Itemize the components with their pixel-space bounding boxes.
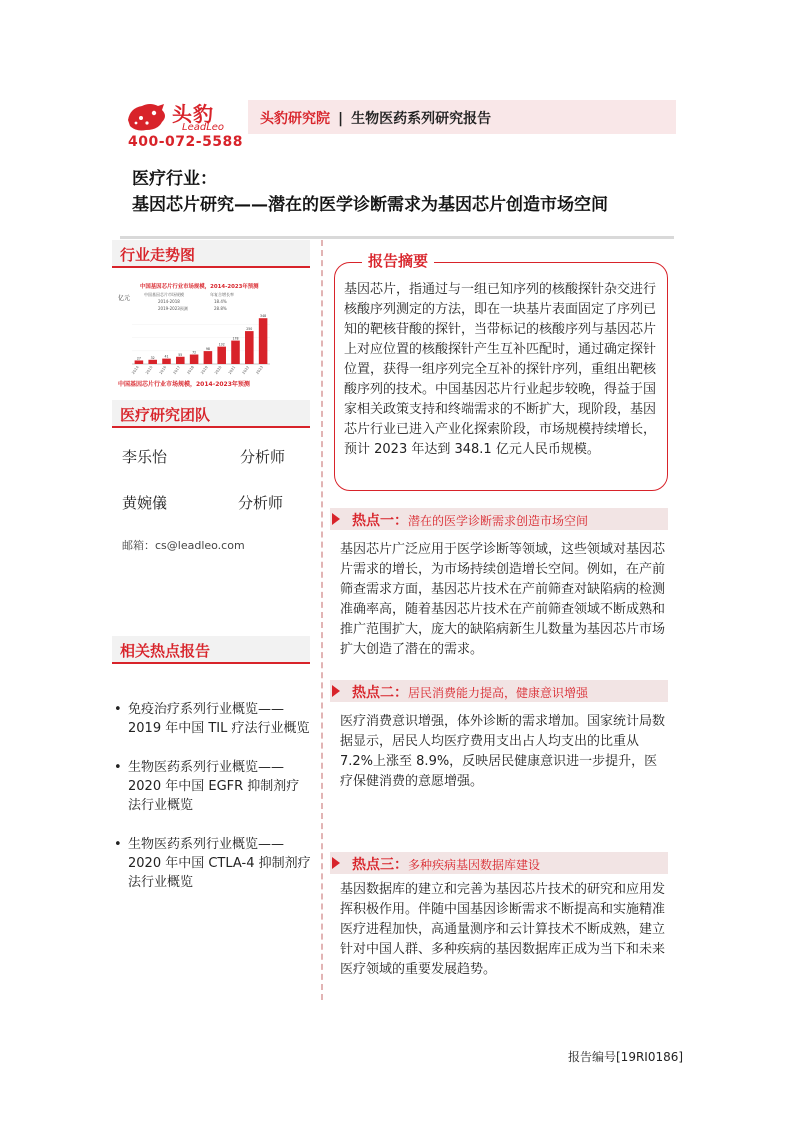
x-tick-label: 2023 <box>255 365 264 376</box>
related-report-title[interactable]: 生物医药系列行业概览——2020 年中国 EGFR 抑制剂疗法行业概览 <box>128 760 300 813</box>
related-report-item[interactable]: • 生物医药系列行业概览——2020 年中国 CTLA-4 抑制剂疗法行业概览 <box>114 837 311 890</box>
contact-email[interactable]: 邮箱：cs@leadleo.com <box>122 539 245 552</box>
legend-growth-label: 年复合增长率 <box>210 292 234 297</box>
chart-bar <box>231 341 240 364</box>
related-heading-label: 相关热点报告 <box>120 642 211 660</box>
bar-value-label: 132 <box>218 342 225 347</box>
x-tick-label: 2022 <box>241 365 251 376</box>
analyst-role: 分析师 <box>238 494 284 512</box>
brand-name-cn: 头豹 <box>172 102 214 126</box>
triangle-marker-icon <box>332 857 340 869</box>
bar-value-label: 72 <box>192 350 197 355</box>
institute-name: 头豹研究院 <box>260 111 330 127</box>
triangle-marker-icon <box>332 685 340 697</box>
legend-growth-1: 18.4% <box>214 299 227 304</box>
chart-bar <box>217 347 226 364</box>
chart-bar <box>176 357 185 364</box>
page-title-line2: 基因芯片研究——潜在的医学诊断需求为基因芯片创造市场空间 <box>132 195 608 215</box>
hotspot-label: 热点二： <box>352 685 408 701</box>
chart-caption: 中国基因芯片行业市场规模，2014-2023年预测 <box>118 381 250 388</box>
chart-bar <box>245 331 254 364</box>
bar-value-label: 32 <box>150 355 155 360</box>
bar-value-label: 41 <box>164 354 169 359</box>
chart-title: 中国基因芯片行业市场规模，2014-2023年预测 <box>140 284 259 290</box>
legend-main: 中国基因芯片市场规模 <box>144 292 184 297</box>
hotspot-label: 热点三： <box>352 857 408 873</box>
chart-bar <box>190 355 199 364</box>
x-tick-label: 2018 <box>186 365 195 376</box>
report-number: 报告编号[19RI0186] <box>568 1050 684 1064</box>
chart-bar <box>204 351 213 364</box>
trend-chart <box>114 280 274 388</box>
x-tick-label: 2015 <box>144 365 154 376</box>
related-report-list <box>112 700 312 912</box>
hotspot-1-heading <box>330 508 668 530</box>
x-tick-label: 2021 <box>227 365 237 376</box>
chart-bar <box>259 318 268 364</box>
bar-value-label: 250 <box>246 327 253 332</box>
related-heading <box>112 636 310 664</box>
hotspot-2-heading <box>330 680 668 702</box>
hotspot-1-text: 基因芯片广泛应用于医学诊断等领域，这些领域对基因芯片需求的增长，为市场持续创造增长空间。例如，在产前筛查需求方面，基因芯片技术在产前筛查对缺陷病的检测准确率高，随着基因芯片技术在产前筛查领域不断成熟和推广范围扩大，庞大的缺陷病新生儿数量为基因芯片市场扩大创造了潜在的需求。 <box>340 542 666 657</box>
x-tick-label: 2019 <box>200 365 209 376</box>
x-tick-label: 2017 <box>172 365 182 376</box>
title-divider <box>120 236 674 239</box>
brand-name-en: LeadLeo <box>182 122 225 133</box>
chart-bar <box>148 360 157 364</box>
triangle-marker-icon <box>332 513 340 525</box>
brand-phone: 400-072-5588 <box>128 134 244 150</box>
hotspot-subtitle: 居民消费能力提高，健康意识增强 <box>408 686 589 700</box>
trend-heading <box>112 240 310 268</box>
hotspot-label: 热点一： <box>352 513 408 529</box>
bar-value-label: 178 <box>232 336 239 341</box>
related-report-item[interactable]: • 免疫治疗系列行业概览——2019 年中国 TIL 疗法行业概览 <box>114 702 310 736</box>
chart-bar <box>135 360 144 364</box>
series-name: 生物医药系列研究报告 <box>351 111 492 127</box>
summary-text: 基因芯片，指通过与一组已知序列的核酸探针杂交进行核酸序列测定的方法，即在一块基片表面固定了序列已知的靶核苷酸的探针，当带标记的核酸序列与基因芯片上对应位置的核酸探针产生互补匹配时，通过确定探针位置，获得一组序列完全互补的探针序列，重组出靶核酸序列的技术。中国基因芯片行业起步较晚，得益于国家相关政策支持和终端需求的不断扩大，现阶段，基因芯片行业已进入产业化探索阶段，市场规模持续增长，预计 2023 年达到 348.1 亿元人民币规模。 <box>344 282 657 457</box>
trend-chart-svg <box>114 280 274 388</box>
chart-bar <box>162 359 171 364</box>
column-divider <box>321 240 323 1000</box>
hotspot-2-text: 医疗消费意识增强，体外诊断的需求增加。国家统计局数据显示，居民人均医疗费用支出占人均支出的比重从7.2%上涨至 8.9%，反映居民健康意识进一步提升，医疗保健消费的意愿增强。 <box>340 714 666 789</box>
legend-period-2: 2019-2023预测 <box>158 306 188 311</box>
analyst-role: 分析师 <box>240 448 286 466</box>
leopard-logo-icon <box>124 100 168 134</box>
analyst-name: 李乐怡 <box>122 448 168 466</box>
related-report-title[interactable]: 免疫治疗系列行业概览——2019 年中国 TIL 疗法行业概览 <box>128 702 310 736</box>
legend-period-1: 2014-2018 <box>158 299 180 304</box>
team-heading-label: 医疗研究团队 <box>120 406 211 424</box>
trend-heading-label: 行业走势图 <box>120 246 196 264</box>
legend-growth-2: 28.8% <box>214 306 227 311</box>
x-tick-label: 2014 <box>131 365 140 376</box>
hotspot-subtitle: 多种疾病基因数据库建设 <box>408 858 541 872</box>
chart-ylabel: 亿元 <box>118 295 131 302</box>
x-tick-label: 2016 <box>158 365 168 376</box>
hotspot-3-text: 基因数据库的建立和完善为基因芯片技术的研究和应用发挥积极作用。伴随中国基因诊断需求不断提高和实施精准医疗进程加快，高通量测序和云计算技术不断成熟，建立针对中国人群、多种疾病的基因数据库正成为当下和未来医疗领域的重要发展趋势。 <box>340 882 666 977</box>
hotspot-subtitle: 潜在的医学诊断需求创造市场空间 <box>408 514 589 528</box>
hotspot-3-heading <box>330 852 668 874</box>
page-title-line1: 医疗行业： <box>132 169 217 189</box>
bar-value-label: 55 <box>178 352 183 357</box>
summary-tag: 报告摘要 <box>362 250 434 271</box>
bar-value-label: 98 <box>205 347 210 352</box>
header-separator: | <box>338 111 344 127</box>
x-tick-label: 2020 <box>213 365 223 376</box>
team-heading <box>112 400 310 428</box>
related-report-title[interactable]: 生物医药系列行业概览——2020 年中国 CTLA-4 抑制剂疗法行业概览 <box>128 837 311 890</box>
header-band <box>248 100 676 134</box>
related-report-item[interactable]: • 生物医药系列行业概览——2020 年中国 EGFR 抑制剂疗法行业概览 <box>114 760 300 813</box>
bar-value-label: 27 <box>136 356 141 361</box>
analyst-name: 黄婉儀 <box>122 494 168 512</box>
bar-value-label: 348 <box>260 314 267 319</box>
